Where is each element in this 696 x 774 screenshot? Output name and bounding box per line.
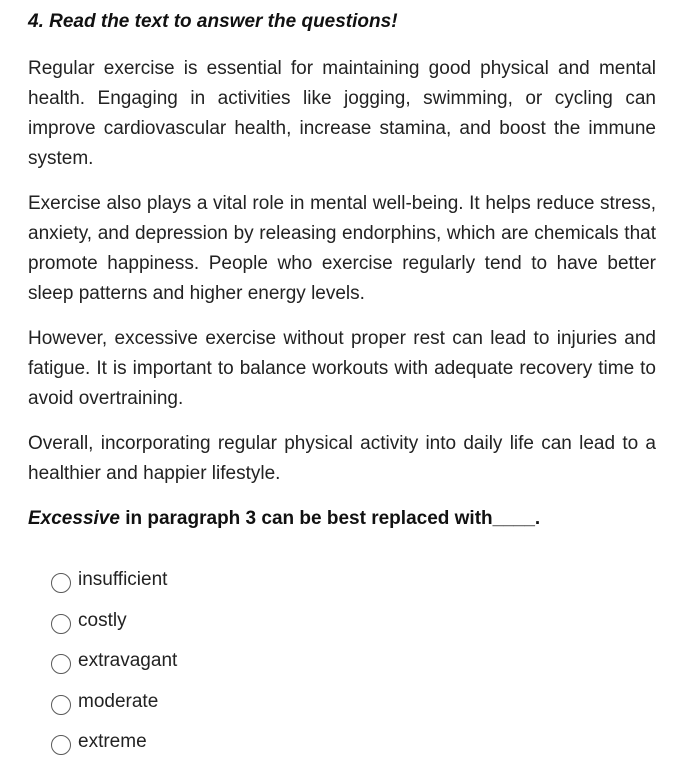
paragraph-3: However, excessive exercise without proper rest can lead to injuries and fatigue. It is important to balance workouts with adequate recovery time to avoid overtraining. [28,328,656,409]
question-page [28,0,656,532]
question-heading: 4. Read the text to answer the questions! [28,11,398,32]
radio-button[interactable] [51,695,71,715]
radio-button[interactable] [51,654,71,674]
paragraph-2: Exercise also plays a vital role in mental well-being. It helps reduce stress, anxiety, and depression by releasing endorphins, which are chemicals that promote happiness. People who exercise regularly tend to have better sleep patterns and higher energy levels. [28,193,656,304]
option-label: costly [78,609,127,631]
answer-options [51,560,177,763]
option-extravagant[interactable] [51,641,177,682]
paragraph-4: Overall, incorporating regular physical activity into daily life can lead to a healthier and happier lifestyle. [28,433,656,484]
option-insufficient[interactable] [51,560,177,601]
option-label: extreme [78,731,147,753]
paragraph-1: Regular exercise is essential for maintaining good physical and mental health. Engaging in activities like jogging, swimming, or cycling can improve cardiovascular health, increase stamina, and boost the immune system. [28,58,656,169]
question-rest: in paragraph 3 can be best replaced with____. [119,508,541,529]
question-keyword: Excessive [28,508,120,529]
radio-button[interactable] [51,573,71,593]
option-moderate[interactable] [51,682,177,723]
option-costly[interactable] [51,601,177,642]
option-label: insufficient [78,569,168,591]
option-label: extravagant [78,650,178,672]
question-prompt [28,506,656,532]
radio-button[interactable] [51,735,71,755]
option-label: moderate [78,690,159,712]
radio-button[interactable] [51,614,71,634]
option-extreme[interactable] [51,722,177,763]
